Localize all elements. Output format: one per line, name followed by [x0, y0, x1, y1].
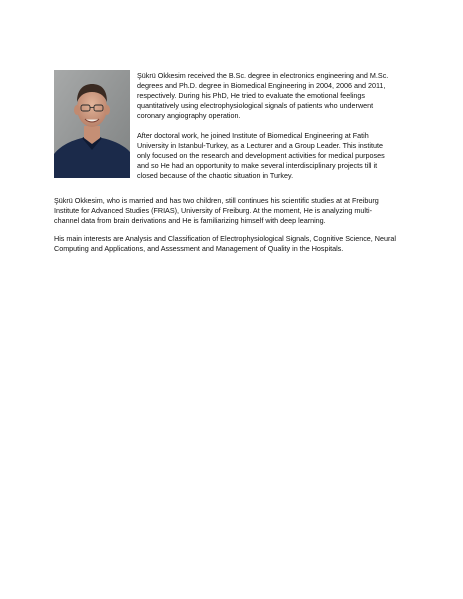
- text-line: University in Istanbul-Turkey, as a Lecturer and a Group Leader. This institute: [137, 141, 383, 150]
- text-line: only focused on the research and development activities for medical purposes: [137, 151, 385, 160]
- text-line: closed because of the chaotic situation in Turkey.: [137, 171, 294, 180]
- bio-paragraph-interests: [54, 234, 396, 254]
- text-line: Institute for Advanced Studies (FRIAS), University of Freiburg. At the moment, He is analyzing multi-: [54, 206, 372, 215]
- text-line: coronary angiography operation.: [137, 111, 241, 120]
- text-line: Şükrü Okkesim, who is married and has two children, still continues his scientific studies at at Freiburg: [54, 196, 379, 205]
- text-line: Computing and Applications, and Assessment and Management of Quality in the Hospitals.: [54, 244, 344, 253]
- text-line: His main interests are Analysis and Classification of Electrophysiological Signals, Cognitive Science, Neural: [54, 234, 396, 243]
- bio-paragraph-current-work: [54, 196, 379, 226]
- text-line: and so He had an opportunity to make several interdisciplinary projects till it: [137, 161, 378, 170]
- author-portrait-photo: [54, 70, 130, 178]
- text-line: respectively. During his PhD, He tried to evaluate the emotional feelings: [137, 91, 365, 100]
- text-line: degrees and Ph.D. degree in Biomedical Engineering in 2004, 2006 and 2011,: [137, 81, 386, 90]
- text-line: quantitatively using electrophysiological signals of patients who underwent: [137, 101, 374, 110]
- text-line: Şükrü Okkesim received the B.Sc. degree in electronics engineering and M.Sc.: [137, 71, 389, 80]
- text-line: channel data from brain derivations and He is familiarizing himself with deep learning.: [54, 216, 326, 225]
- text-line: After doctoral work, he joined Institute of Biomedical Engineering at Fatih: [137, 131, 369, 140]
- bio-paragraph-education: [137, 71, 388, 121]
- bio-paragraph-career: [137, 131, 385, 181]
